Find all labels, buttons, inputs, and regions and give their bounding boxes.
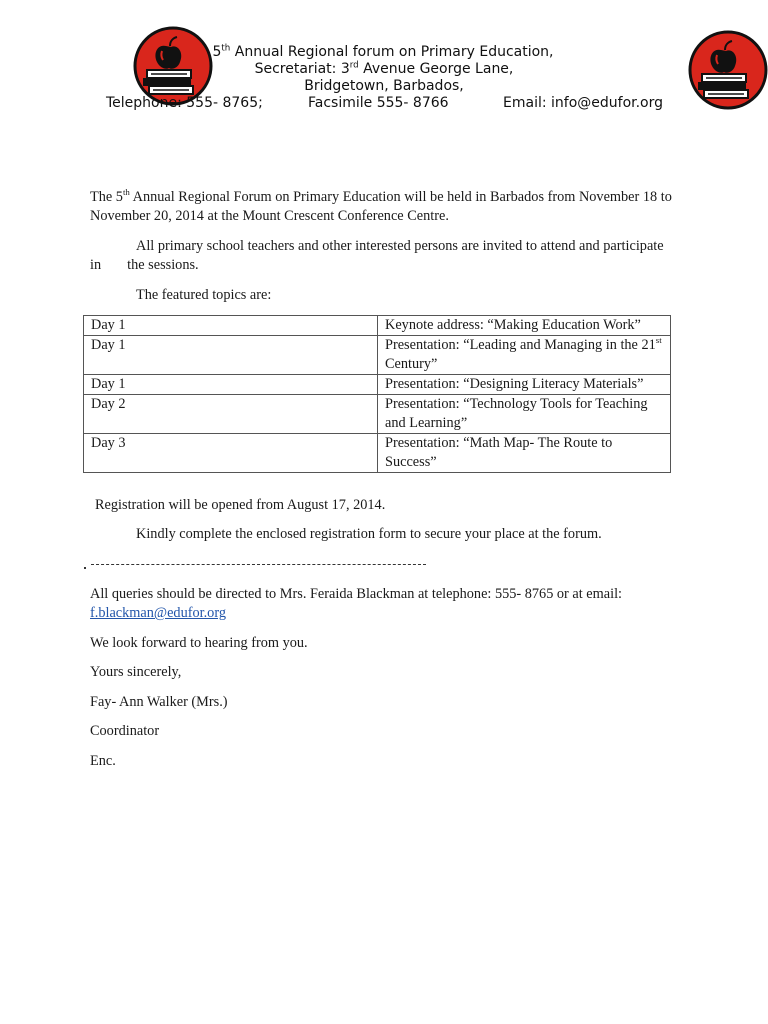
divider-dot — [84, 567, 86, 569]
kindly-paragraph: Kindly complete the enclosed registration form to secure your place at the forum. — [136, 526, 602, 542]
letterhead — [0, 44, 768, 112]
topics-table — [83, 315, 671, 473]
topic-title: Presentation: “Designing Literacy Materials” — [378, 375, 671, 395]
table-row — [84, 316, 671, 336]
topic-day: Day 3 — [84, 434, 378, 473]
table-row — [84, 375, 671, 395]
topic-title: Presentation: “Math Map- The Route to Success” — [378, 434, 671, 473]
topic-day: Day 1 — [84, 316, 378, 336]
letterhead-facsimile: Facsimile 555- 8766 — [308, 95, 449, 111]
closing-line: Yours sincerely, — [90, 664, 182, 680]
queries-paragraph: All queries should be directed to Mrs. Feraida Blackman at telephone: 555- 8765 or at email: f.blackman@edufor.org — [90, 586, 623, 621]
topic-title: Keynote address: “Making Education Work” — [378, 316, 671, 336]
letterhead-telephone: Telephone: 555- 8765; — [106, 95, 263, 111]
letterhead-city: Bridgetown, Barbados, — [304, 78, 464, 94]
signatory-title: Coordinator — [90, 723, 160, 739]
queries-email-link[interactable]: f.blackman@edufor.org — [90, 605, 226, 621]
topic-title: Presentation: “Leading and Managing in the 21st Century” — [378, 336, 671, 375]
letterhead-email: Email: info@edufor.org — [503, 95, 664, 111]
letterhead-address: Secretariat: 3rd Avenue George Lane, — [254, 60, 514, 77]
table-row — [84, 434, 671, 473]
topic-day: Day 1 — [84, 336, 378, 375]
topic-day: Day 2 — [84, 395, 378, 434]
topic-day: Day 1 — [84, 375, 378, 395]
enclosure-note: Enc. — [90, 753, 116, 769]
signatory-name: Fay- Ann Walker (Mrs.) — [90, 694, 228, 710]
invite-paragraph: All primary school teachers and other interested persons are invited to attend and participate in the sessions. — [90, 238, 664, 273]
letterhead-org-name: 5th Annual Regional forum on Primary Education, — [212, 43, 554, 60]
registration-paragraph: Registration will be opened from August 17, 2014. — [95, 497, 386, 513]
divider-line — [91, 564, 426, 565]
intro-paragraph: The 5th Annual Regional Forum on Primary Education will be held in Barbados from November 18 to November 20, 2014 at the Mount Crescent Conference Centre. — [90, 187, 672, 224]
dashed-divider — [84, 556, 426, 570]
table-row — [84, 336, 671, 375]
topic-title: Presentation: “Technology Tools for Teaching and Learning” — [378, 395, 671, 434]
featured-topics-heading: The featured topics are: — [136, 287, 272, 303]
look-forward-line: We look forward to hearing from you. — [90, 635, 308, 651]
letterhead-contacts — [0, 95, 768, 112]
table-row — [84, 395, 671, 434]
